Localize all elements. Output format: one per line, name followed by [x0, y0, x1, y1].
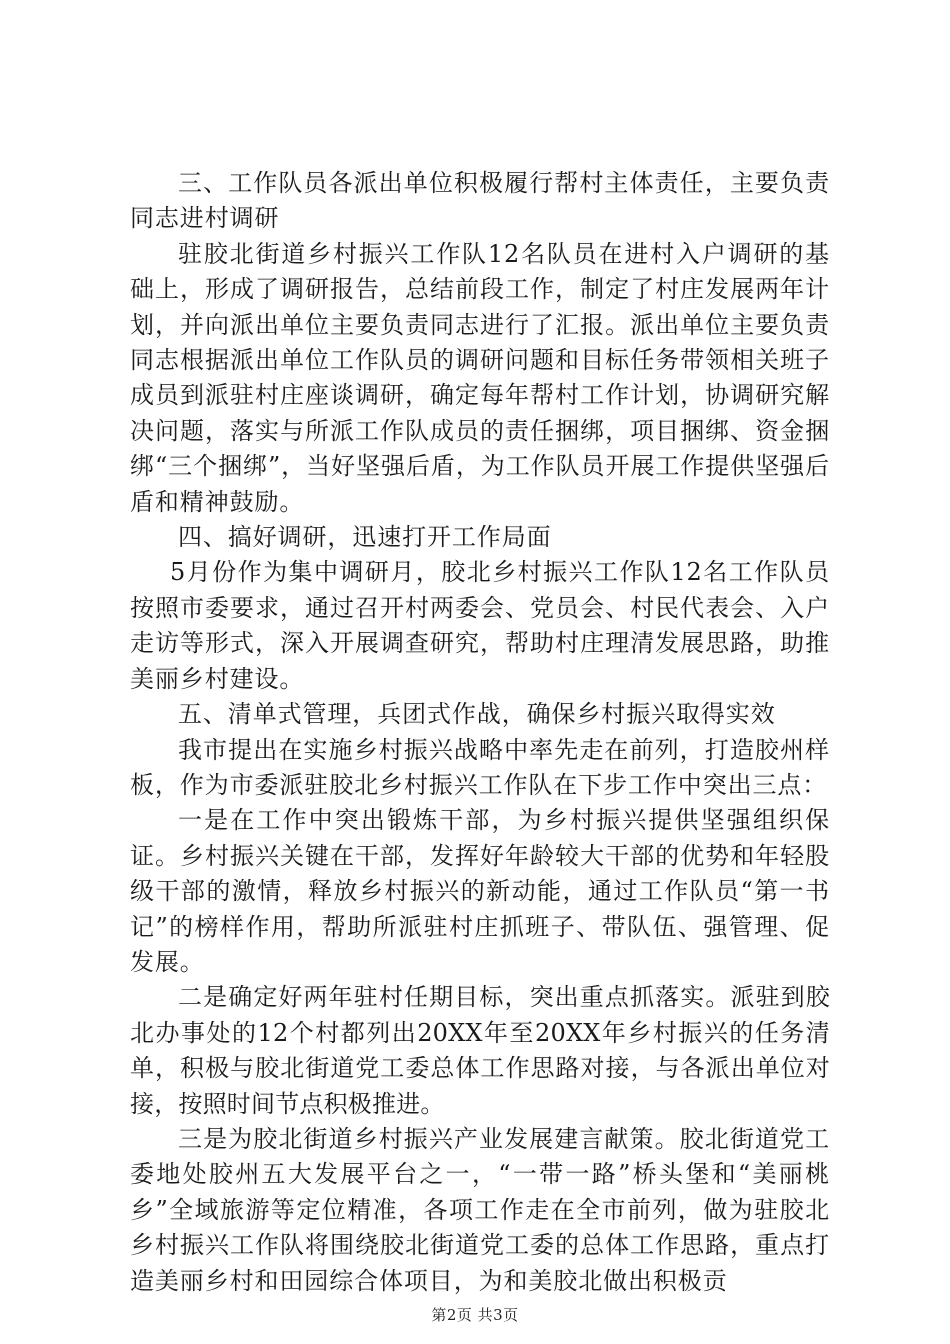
body-paragraph: 我市提出在实施乡村振兴战略中率先走在前列，打造胶州样板，作为市委派驻胶北乡村振兴工作队在下步工作中突出三点： — [130, 735, 830, 799]
body-paragraph: 一是在工作中突出锻炼干部，为乡村振兴提供坚强组织保证。乡村振兴关键在干部，发挥好年龄较大干部的优势和年轻股级干部的激情，释放乡村振兴的新动能，通过工作队员“第一书记”的榜样作用，帮助所派驻村庄抓班子、带队伍、强管理、促发展。 — [130, 806, 830, 976]
section-heading-4: 四、搞好调研，迅速打开工作局面 — [178, 523, 552, 552]
body-paragraph: 驻胶北街道乡村振兴工作队12名队员在进村入户调研的基础上，形成了调研报告，总结前段工作，制定了村庄发展两年计划，并向派出单位主要负责同志进行了汇报。派出单位主要负责同志根据派出单位工作队员的调研问题和目标任务带领相关班子成员到派驻村庄座谈调研，确定每年帮村工作计划，协调研究解决问题，落实与所派工作队成员的责任捆绑，项目捆绑、资金捆绑“三个捆绑”，当好坚强后盾，为工作队员开展工作提供坚强后盾和精神鼓励。 — [130, 239, 830, 516]
body-paragraph: 三是为胶北街道乡村振兴产业发展建言献策。胶北街道党工委地处胶州五大发展平台之一，“一带一路”桥头堡和“美丽桃乡”全域旅游等定位精准，各项工作走在全市前列，做为驻胶北乡村振兴工作队将围绕胶北街道党工委的总体工作思路，重点打造美丽乡村和田园综合体项目，为和美胶北做出积极贡 — [130, 1124, 830, 1295]
document-body — [130, 166, 830, 1299]
section-heading-3: 三、工作队员各派出单位积极履行帮村主体责任，主要负责同志进村调研 — [130, 169, 830, 233]
body-paragraph: 5月份作为集中调研月，胶北乡村振兴工作队12名工作队员按照市委要求，通过召开村两委会、党员会、村民代表会、入户走访等形式，深入开展调查研究，帮助村庄理清发展思路，助推美丽乡村建设。 — [130, 558, 830, 693]
body-paragraph: 二是确定好两年驻村任期目标，突出重点抓落实。派驻到胶北办事处的12个村都列出20XX年至20XX年乡村振兴的任务清单，积极与胶北街道党工委总体工作思路对接，与各派出单位对接，按照时间节点积极推进。 — [130, 983, 830, 1118]
section-heading-5: 五、清单式管理，兵团式作战，确保乡村振兴取得实效 — [178, 700, 776, 729]
page-footer: 第2页 共3页 — [431, 1306, 519, 1324]
